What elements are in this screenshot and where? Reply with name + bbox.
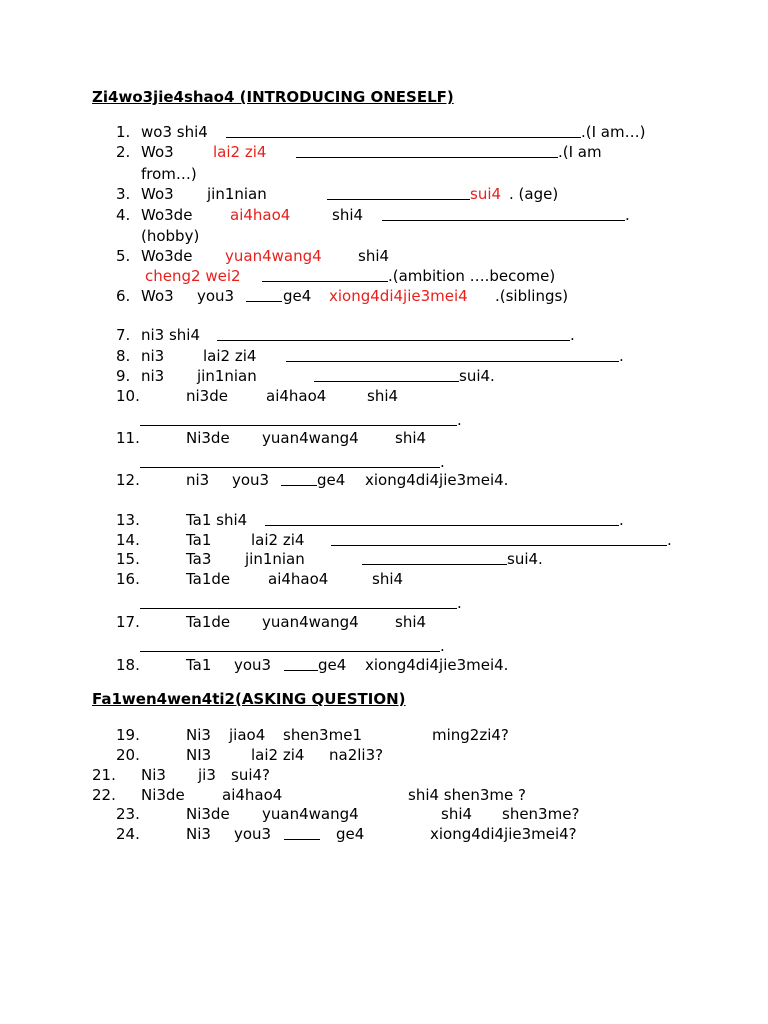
item-text: Ni3de (141, 786, 185, 804)
item-text: ni3 (141, 347, 165, 365)
item-text: shi4 (372, 570, 404, 588)
item-text: shi4 (395, 429, 427, 447)
item-text: . (age) (509, 185, 559, 203)
answer-blank[interactable] (284, 655, 318, 676)
item-text: NI3 (186, 746, 212, 764)
item-text: lai2 zi4 (203, 347, 257, 365)
item-text: Ni3 (186, 726, 211, 744)
item-text: ming2zi4? (432, 726, 509, 744)
item-text: ge4 (336, 825, 365, 843)
item-text: jin1nian (245, 550, 305, 568)
answer-blank[interactable] (262, 266, 388, 287)
item-number: 16. (116, 570, 140, 588)
item-text: Ta1de (186, 570, 231, 588)
item-text: Wo3 (141, 143, 174, 161)
item-text: ai4hao4 (268, 570, 329, 588)
item-text: xiong4di4jie3mei4? (430, 825, 577, 843)
item-text: . (619, 347, 624, 365)
item-text: sui4. (507, 550, 543, 568)
item-number: 8. (116, 347, 131, 365)
item-text: from…) (141, 165, 197, 183)
item-number: 6. (116, 287, 131, 305)
item-text: you3 (234, 825, 272, 843)
item-text: you3 (232, 471, 270, 489)
item-text: you3 (234, 656, 272, 674)
section-title-introducing-oneself: Zi4wo3jie4shao4 (INTRODUCING ONESELF) (92, 88, 454, 106)
item-number: 10. (116, 387, 140, 405)
item-number: 15. (116, 550, 140, 568)
item-text: yuan4wang4 (262, 429, 359, 447)
item-number: 14. (116, 531, 140, 549)
item-number: 18. (116, 656, 140, 674)
item-text: Ni3 (141, 766, 166, 784)
item-text: . (440, 637, 445, 655)
item-text: shi4 shen3me ? (408, 786, 526, 804)
item-text: Wo3 (141, 287, 174, 305)
item-text: Ta1 (186, 656, 212, 674)
item-text: yuan4wang4 (262, 805, 359, 823)
item-text: you3 (197, 287, 235, 305)
red-phrase: sui4 (470, 185, 502, 203)
answer-blank[interactable] (362, 549, 507, 570)
item-number: 1. (116, 123, 131, 141)
item-number: 11. (116, 429, 140, 447)
item-number: 7. (116, 326, 131, 344)
answer-blank[interactable] (140, 593, 457, 614)
item-number: 13. (116, 511, 140, 529)
answer-blank[interactable] (314, 366, 459, 387)
item-text: . (570, 326, 575, 344)
item-text: shen3me1 (283, 726, 362, 744)
answer-blank[interactable] (284, 824, 320, 845)
item-text: ni3de (186, 387, 228, 405)
item-text: Ni3 (186, 825, 211, 843)
item-text: shi4 (395, 613, 427, 631)
answer-blank[interactable] (140, 636, 440, 657)
item-number: 5. (116, 247, 131, 265)
item-text: ai4hao4 (266, 387, 327, 405)
item-text: ni3 (141, 367, 165, 385)
item-text: sui4? (231, 766, 270, 784)
item-text: Wo3de (141, 206, 193, 224)
red-phrase: lai2 zi4 (213, 143, 267, 161)
answer-blank[interactable] (226, 122, 581, 143)
item-text: . (667, 531, 672, 549)
item-number: 23. (116, 805, 140, 823)
item-number: 24. (116, 825, 140, 843)
item-text: . (625, 206, 630, 224)
item-number: 12. (116, 471, 140, 489)
item-number: 9. (116, 367, 131, 385)
item-text: shi4 (441, 805, 473, 823)
item-text: ji3 (198, 766, 216, 784)
red-phrase: xiong4di4jie3mei4 (329, 287, 468, 305)
item-number: 21. (92, 766, 116, 784)
item-text: shi4 (358, 247, 390, 265)
item-text: . (457, 411, 462, 429)
item-text: .(I am…) (581, 123, 646, 141)
item-text: ai4hao4 (222, 786, 283, 804)
item-number: 4. (116, 206, 131, 224)
item-text: .(ambition ….become) (388, 267, 556, 285)
item-number: 2. (116, 143, 131, 161)
item-text: ge4 (317, 471, 346, 489)
section-title-asking-question: Fa1wen4wen4ti2(ASKING QUESTION) (92, 690, 406, 708)
item-text: shi4 (367, 387, 399, 405)
item-number: 3. (116, 185, 131, 203)
item-text: yuan4wang4 (262, 613, 359, 631)
item-text: Wo3 (141, 185, 174, 203)
item-text: Ni3de (186, 805, 230, 823)
item-text: ni3 shi4 (141, 326, 201, 344)
item-number: 22. (92, 786, 116, 804)
item-text: .(I am (558, 143, 602, 161)
answer-blank[interactable] (265, 510, 619, 531)
item-text: wo3 shi4 (141, 123, 208, 141)
answer-blank[interactable] (327, 184, 470, 205)
answer-blank[interactable] (246, 286, 282, 307)
item-text: lai2 zi4 (251, 746, 305, 764)
item-number: 17. (116, 613, 140, 631)
item-text: . (440, 453, 445, 471)
item-text: .(siblings) (495, 287, 569, 305)
item-text: Ta1de (186, 613, 231, 631)
item-text: shen3me? (502, 805, 580, 823)
item-text: (hobby) (141, 227, 200, 245)
item-text: xiong4di4jie3mei4. (365, 656, 509, 674)
answer-blank[interactable] (331, 530, 667, 551)
item-number: 20. (116, 746, 140, 764)
item-text: Ni3de (186, 429, 230, 447)
item-text: xiong4di4jie3mei4. (365, 471, 509, 489)
answer-blank[interactable] (217, 325, 570, 346)
item-text: jin1nian (197, 367, 257, 385)
item-text: shi4 (332, 206, 364, 224)
item-text: Ta3 (186, 550, 212, 568)
red-phrase: cheng2 wei2 (145, 267, 241, 285)
red-phrase: ai4hao4 (230, 206, 291, 224)
item-text: Wo3de (141, 247, 193, 265)
item-text: jiao4 (229, 726, 266, 744)
item-text: ge4 (318, 656, 347, 674)
answer-blank[interactable] (382, 205, 625, 226)
answer-blank[interactable] (286, 346, 619, 367)
red-phrase: yuan4wang4 (225, 247, 322, 265)
item-text: lai2 zi4 (251, 531, 305, 549)
item-number: 19. (116, 726, 140, 744)
item-text: ge4 (283, 287, 312, 305)
item-text: . (619, 511, 624, 529)
item-text: Ta1 shi4 (186, 511, 248, 529)
item-text: sui4. (459, 367, 495, 385)
answer-blank[interactable] (281, 470, 317, 491)
item-text: na2li3? (329, 746, 384, 764)
item-text: . (457, 594, 462, 612)
answer-blank[interactable] (296, 142, 558, 163)
item-text: Ta1 (186, 531, 212, 549)
item-text: jin1nian (207, 185, 267, 203)
item-text: ni3 (186, 471, 210, 489)
